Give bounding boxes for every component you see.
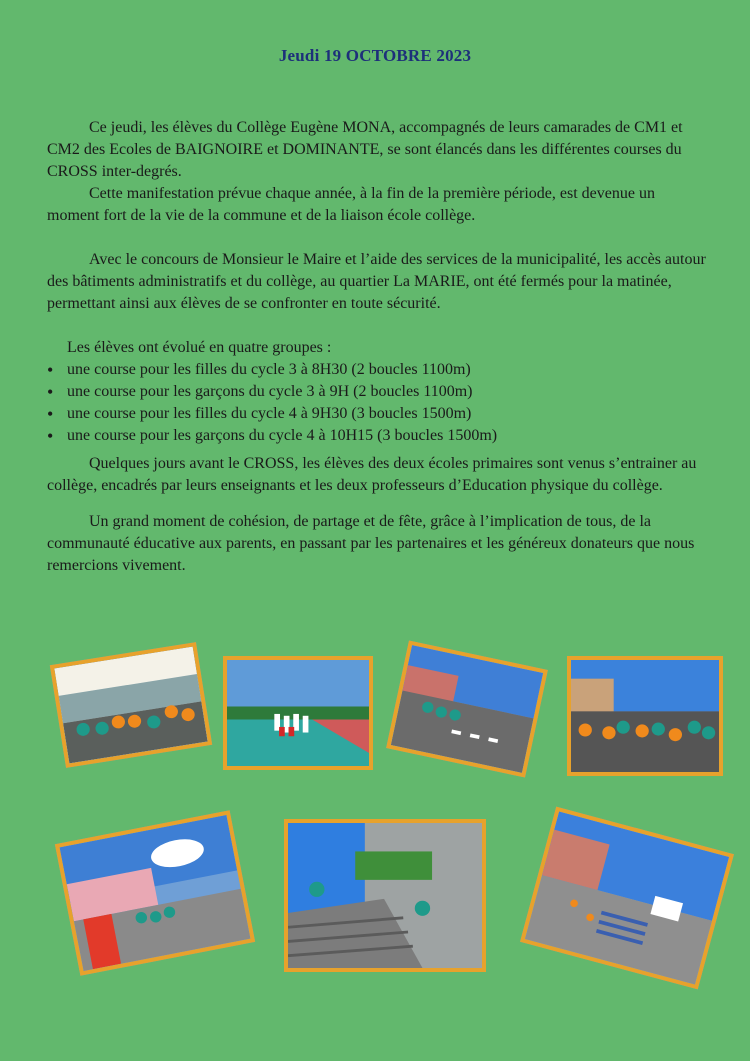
list-item: • une course pour les garçons du cycle 3 à 9H (2 boucles 1100m) [47,381,707,403]
paragraph-4: Quelques jours avant le CROSS, les élèves des deux écoles primaires sont venus s’entrainer au collège, encadrés par leurs enseignants et les deux professeurs d’Education physique du collège. [47,455,697,494]
list-item: • une course pour les filles du cycle 4 à 9H30 (3 boucles 1500m) [47,403,707,425]
list-item: • une course pour les garçons du cycle 4 à 10H15 (3 boucles 1500m) [47,425,707,447]
paragraph-3: Avec le concours de Monsieur le Maire et l’aide des services de la municipalité, les accès autour des bâtiments administratifs et du collège, au quartier La MARIE, ont été fermés pour la matinée, permettant ainsi aux élèves de se confronter en toute sécurité. [47,251,706,312]
paragraph-2: Cette manifestation prévue chaque année, à la fin de la première période, est devenue un moment fort de la vie de la commune et de la liaison école collège. [47,185,655,224]
groups-list [47,359,707,447]
photo-6 [284,819,486,972]
photo-5 [55,810,255,976]
list-item: • une course pour les filles du cycle 3 à 8H30 (2 boucles 1100m) [47,359,707,381]
photo-2 [223,656,373,770]
page-title: Jeudi 19 OCTOBRE 2023 [278,46,472,65]
paragraph-1: Ce jeudi, les élèves du Collège Eugène MONA, accompagnés de leurs camarades de CM1 et CM2 des Ecoles de BAIGNOIRE et DOMINANTE, se sont élancés dans les différentes courses du CROSS inter-degrés. [47,119,683,180]
paragraph-5: Un grand moment de cohésion, de partage et de fête, grâce à l’implication de tous, de la communauté éducative aux parents, en passant par les partenaires et les généreux donateurs que nous remercions vivement. [47,513,695,574]
photo-4 [567,656,723,776]
photo-1 [50,642,212,768]
photo-7 [520,807,734,990]
photo-3 [386,640,548,777]
article-body [47,117,707,577]
groups-intro: Les élèves ont évolué en quatre groupes : [67,339,332,356]
